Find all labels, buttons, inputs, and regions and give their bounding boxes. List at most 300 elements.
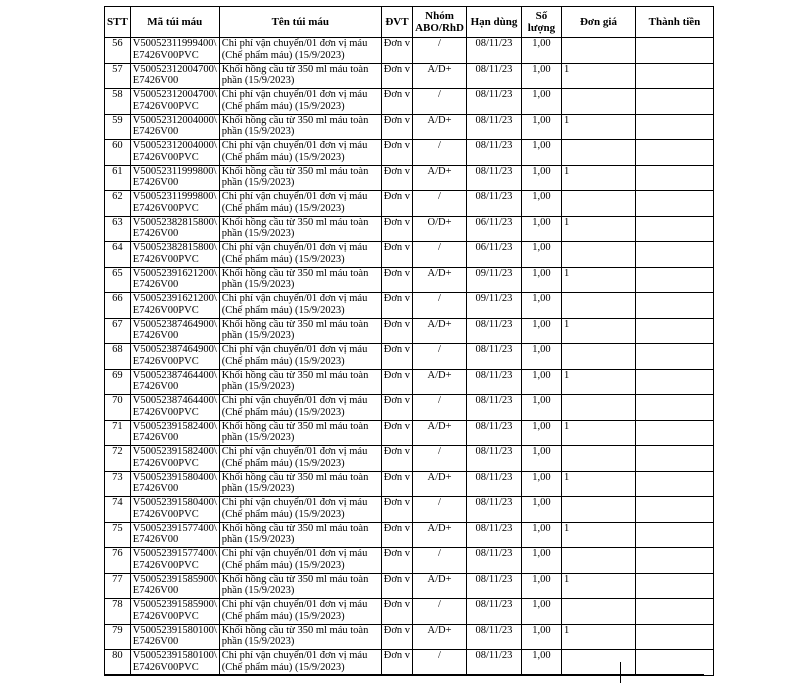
row-unit: Đơn v — [381, 267, 412, 293]
row-bag-name — [219, 599, 381, 625]
bag-code-line2: E7426V00PVC — [132, 661, 199, 673]
bag-name-line2: (Chế phẩm máu) (15/9/2023) — [221, 457, 345, 469]
row-total — [635, 191, 713, 217]
row-total — [635, 624, 713, 650]
row-expiry: 08/11/23 — [466, 497, 521, 523]
bag-name-line1: Khối hồng cầu từ 350 ml máu toàn — [221, 624, 369, 636]
row-expiry: 06/11/23 — [466, 242, 521, 268]
row-bag-code — [130, 446, 219, 472]
header-bag-name: Tên túi máu — [219, 7, 381, 38]
row-total — [635, 446, 713, 472]
row-unit-price: 1 — [561, 318, 635, 344]
row-unit: Đơn v — [381, 446, 412, 472]
row-total — [635, 318, 713, 344]
row-total — [635, 242, 713, 268]
row-unit-price — [561, 599, 635, 625]
row-blood-group: / — [413, 293, 467, 319]
row-quantity: 1,00 — [521, 114, 561, 140]
bag-code-line2: E7426V00PVC — [132, 202, 199, 214]
row-bag-name — [219, 497, 381, 523]
row-expiry: 08/11/23 — [466, 650, 521, 676]
row-unit-price — [561, 548, 635, 574]
row-stt: 80 — [105, 650, 131, 676]
row-unit-price — [561, 293, 635, 319]
row-quantity: 1,00 — [521, 471, 561, 497]
row-blood-group: A/D+ — [413, 624, 467, 650]
row-total — [635, 395, 713, 421]
bag-code-line2: E7426V00PVC — [132, 355, 199, 367]
row-expiry: 08/11/23 — [466, 89, 521, 115]
bag-name-line1: Khối hồng cầu từ 350 ml máu toàn — [221, 573, 369, 585]
row-bag-name — [219, 573, 381, 599]
table-row — [105, 395, 714, 421]
row-unit: Đơn v — [381, 216, 412, 242]
row-expiry: 09/11/23 — [466, 267, 521, 293]
bag-code-line1: V50052391621200\ — [132, 267, 217, 279]
bag-name-line1: Chi phí vận chuyển/01 đơn vị máu — [221, 344, 368, 355]
row-bag-name — [219, 38, 381, 64]
row-bag-name — [219, 420, 381, 446]
header-expiry: Hạn dùng — [466, 7, 521, 38]
row-expiry: 08/11/23 — [466, 548, 521, 574]
row-blood-group: / — [413, 140, 467, 166]
row-bag-name — [219, 446, 381, 472]
row-unit: Đơn v — [381, 140, 412, 166]
table-row — [105, 548, 714, 574]
row-stt: 64 — [105, 242, 131, 268]
bag-name-line2: phần (15/9/2023) — [221, 483, 295, 494]
row-unit: Đơn v — [381, 548, 412, 574]
row-quantity: 1,00 — [521, 369, 561, 395]
bag-name-line2: (Chế phẩm máu) (15/9/2023) — [221, 355, 345, 367]
row-quantity: 1,00 — [521, 395, 561, 421]
row-blood-group: A/D+ — [413, 165, 467, 191]
bag-name-line2: (Chế phẩm máu) (15/9/2023) — [221, 661, 345, 673]
row-stt: 59 — [105, 114, 131, 140]
row-total — [635, 369, 713, 395]
bag-code-line1: V50052382815800\ — [132, 216, 217, 228]
table-row — [105, 497, 714, 523]
bag-name-line2: phần (15/9/2023) — [221, 381, 295, 392]
bag-code-line2: E7426V00 — [132, 75, 179, 86]
bag-code-line2: E7426V00PVC — [132, 253, 199, 265]
bag-code-line2: E7426V00 — [132, 126, 179, 137]
row-bag-code — [130, 267, 219, 293]
row-expiry: 06/11/23 — [466, 216, 521, 242]
row-bag-code — [130, 420, 219, 446]
bag-name-line2: phần (15/9/2023) — [221, 279, 295, 290]
row-total — [635, 267, 713, 293]
table-row — [105, 293, 714, 319]
row-expiry: 09/11/23 — [466, 293, 521, 319]
bag-name-line2: phần (15/9/2023) — [221, 177, 295, 188]
row-bag-name — [219, 242, 381, 268]
row-blood-group: / — [413, 242, 467, 268]
bag-code-line2: E7426V00 — [132, 636, 179, 647]
bag-code-line1: V50052312004700\ — [132, 63, 217, 75]
header-unit-price: Đơn giá — [561, 7, 635, 38]
table-row — [105, 38, 714, 64]
row-blood-group: O/D+ — [413, 216, 467, 242]
row-stt: 67 — [105, 318, 131, 344]
bag-code-line1: V50052387464400\ — [132, 369, 217, 381]
page-edge-tick — [620, 662, 621, 683]
bag-name-line1: Khối hồng cầu từ 350 ml máu toàn — [221, 63, 369, 75]
row-expiry: 08/11/23 — [466, 38, 521, 64]
row-unit: Đơn v — [381, 650, 412, 676]
row-quantity: 1,00 — [521, 548, 561, 574]
row-unit: Đơn v — [381, 522, 412, 548]
row-quantity: 1,00 — [521, 242, 561, 268]
row-blood-group: / — [413, 395, 467, 421]
row-expiry: 08/11/23 — [466, 471, 521, 497]
bag-code-line1: V50052391580400\ — [132, 471, 217, 483]
bag-name-line2: (Chế phẩm máu) (15/9/2023) — [221, 610, 345, 622]
row-blood-group: A/D+ — [413, 267, 467, 293]
row-bag-name — [219, 216, 381, 242]
bag-name-line2: phần (15/9/2023) — [221, 126, 295, 137]
row-bag-code — [130, 318, 219, 344]
row-bag-name — [219, 89, 381, 115]
bag-name-line1: Khối hồng cầu từ 350 ml máu toàn — [221, 267, 369, 279]
row-blood-group: / — [413, 497, 467, 523]
row-total — [635, 522, 713, 548]
bag-name-line1: Khối hồng cầu từ 350 ml máu toàn — [221, 318, 369, 330]
bag-code-line1: V50052311999400\ — [132, 38, 217, 49]
table-header-row — [105, 7, 714, 38]
row-expiry: 08/11/23 — [466, 114, 521, 140]
row-quantity: 1,00 — [521, 522, 561, 548]
row-bag-code — [130, 573, 219, 599]
row-stt: 78 — [105, 599, 131, 625]
row-stt: 72 — [105, 446, 131, 472]
row-bag-code — [130, 548, 219, 574]
table-row — [105, 522, 714, 548]
row-quantity: 1,00 — [521, 63, 561, 89]
row-bag-code — [130, 89, 219, 115]
row-unit: Đơn v — [381, 165, 412, 191]
bag-code-line2: E7426V00PVC — [132, 304, 199, 316]
row-bag-code — [130, 216, 219, 242]
bag-code-line1: V50052382815800\ — [132, 242, 217, 253]
row-total — [635, 548, 713, 574]
bag-code-line1: V50052391580400\ — [132, 497, 217, 508]
row-blood-group: A/D+ — [413, 318, 467, 344]
row-total — [635, 344, 713, 370]
row-unit-price — [561, 395, 635, 421]
bag-code-line1: V50052391621200\ — [132, 293, 217, 304]
bag-name-line2: (Chế phẩm máu) (15/9/2023) — [221, 559, 345, 571]
bag-code-line1: V50052391582400\ — [132, 420, 217, 432]
bag-code-line1: V50052312004000\ — [132, 140, 217, 151]
bag-code-line2: E7426V00 — [132, 432, 179, 443]
row-unit-price — [561, 89, 635, 115]
row-expiry: 08/11/23 — [466, 573, 521, 599]
bag-name-line1: Khối hồng cầu từ 350 ml máu toàn — [221, 114, 369, 126]
bag-name-line1: Chi phí vận chuyển/01 đơn vị máu — [221, 395, 368, 406]
bag-name-line1: Chi phí vận chuyển/01 đơn vị máu — [221, 446, 368, 457]
row-bag-name — [219, 191, 381, 217]
row-quantity: 1,00 — [521, 38, 561, 64]
row-stt: 70 — [105, 395, 131, 421]
row-expiry: 08/11/23 — [466, 191, 521, 217]
row-unit-price: 1 — [561, 420, 635, 446]
row-unit: Đơn v — [381, 624, 412, 650]
row-bag-code — [130, 140, 219, 166]
row-unit-price — [561, 497, 635, 523]
bag-code-line1: V50052312004000\ — [132, 114, 217, 126]
row-total — [635, 216, 713, 242]
table-row — [105, 140, 714, 166]
row-bag-name — [219, 344, 381, 370]
row-unit-price — [561, 446, 635, 472]
table-row — [105, 267, 714, 293]
bag-name-line1: Chi phí vận chuyển/01 đơn vị máu — [221, 89, 368, 100]
bag-code-line1: V50052391585900\ — [132, 599, 217, 610]
row-stt: 61 — [105, 165, 131, 191]
bag-name-line2: phần (15/9/2023) — [221, 636, 295, 647]
row-blood-group: A/D+ — [413, 420, 467, 446]
bag-code-line2: E7426V00 — [132, 585, 179, 596]
row-bag-name — [219, 548, 381, 574]
row-stt: 68 — [105, 344, 131, 370]
row-bag-code — [130, 191, 219, 217]
row-blood-group: / — [413, 89, 467, 115]
table-row — [105, 191, 714, 217]
row-blood-group: / — [413, 599, 467, 625]
row-bag-code — [130, 395, 219, 421]
row-stt: 65 — [105, 267, 131, 293]
row-quantity: 1,00 — [521, 165, 561, 191]
page-bottom-rule — [104, 674, 704, 675]
table-row — [105, 420, 714, 446]
row-unit-price: 1 — [561, 216, 635, 242]
bag-name-line2: phần (15/9/2023) — [221, 330, 295, 341]
row-unit-price — [561, 242, 635, 268]
table-row — [105, 344, 714, 370]
bag-name-line1: Chi phí vận chuyển/01 đơn vị máu — [221, 650, 368, 661]
row-stt: 62 — [105, 191, 131, 217]
header-stt: STT — [105, 7, 131, 38]
row-bag-code — [130, 650, 219, 676]
row-total — [635, 165, 713, 191]
row-expiry: 08/11/23 — [466, 522, 521, 548]
row-unit-price: 1 — [561, 369, 635, 395]
bag-code-line1: V50052311999800\ — [132, 165, 217, 177]
row-bag-code — [130, 38, 219, 64]
row-stt: 74 — [105, 497, 131, 523]
bag-name-line2: (Chế phẩm máu) (15/9/2023) — [221, 100, 345, 112]
bag-name-line2: phần (15/9/2023) — [221, 585, 295, 596]
row-bag-name — [219, 395, 381, 421]
row-total — [635, 420, 713, 446]
row-quantity: 1,00 — [521, 216, 561, 242]
row-expiry: 08/11/23 — [466, 420, 521, 446]
row-bag-name — [219, 471, 381, 497]
bag-code-line1: V50052387464900\ — [132, 344, 217, 355]
row-stt: 58 — [105, 89, 131, 115]
blood-bag-table — [104, 6, 714, 676]
bag-code-line1: V50052387464900\ — [132, 318, 217, 330]
bag-name-line1: Chi phí vận chuyển/01 đơn vị máu — [221, 599, 368, 610]
row-blood-group: A/D+ — [413, 369, 467, 395]
table-row — [105, 63, 714, 89]
bag-name-line2: phần (15/9/2023) — [221, 75, 295, 86]
row-bag-code — [130, 624, 219, 650]
row-expiry: 08/11/23 — [466, 318, 521, 344]
row-unit-price: 1 — [561, 573, 635, 599]
row-blood-group: / — [413, 548, 467, 574]
row-quantity: 1,00 — [521, 420, 561, 446]
row-quantity: 1,00 — [521, 140, 561, 166]
row-quantity: 1,00 — [521, 267, 561, 293]
bag-code-line2: E7426V00PVC — [132, 406, 199, 418]
bag-code-line2: E7426V00 — [132, 279, 179, 290]
row-total — [635, 471, 713, 497]
row-total — [635, 650, 713, 676]
bag-name-line1: Chi phí vận chuyển/01 đơn vị máu — [221, 497, 368, 508]
bag-name-line1: Chi phí vận chuyển/01 đơn vị máu — [221, 242, 368, 253]
row-quantity: 1,00 — [521, 573, 561, 599]
table-row — [105, 624, 714, 650]
row-unit: Đơn v — [381, 471, 412, 497]
row-unit: Đơn v — [381, 573, 412, 599]
row-unit: Đơn v — [381, 191, 412, 217]
row-unit-price — [561, 38, 635, 64]
row-unit: Đơn v — [381, 63, 412, 89]
row-bag-name — [219, 267, 381, 293]
bag-name-line2: (Chế phẩm máu) (15/9/2023) — [221, 202, 345, 214]
row-unit-price: 1 — [561, 522, 635, 548]
row-bag-name — [219, 650, 381, 676]
row-blood-group: A/D+ — [413, 63, 467, 89]
bag-name-line2: (Chế phẩm máu) (15/9/2023) — [221, 406, 345, 418]
bag-name-line2: phần (15/9/2023) — [221, 228, 295, 239]
row-total — [635, 140, 713, 166]
bag-code-line1: V50052391585900\ — [132, 573, 217, 585]
row-expiry: 08/11/23 — [466, 599, 521, 625]
bag-code-line2: E7426V00PVC — [132, 100, 199, 112]
header-quantity: Số lượng — [521, 7, 561, 38]
row-expiry: 08/11/23 — [466, 165, 521, 191]
row-unit: Đơn v — [381, 114, 412, 140]
row-bag-code — [130, 522, 219, 548]
row-stt: 71 — [105, 420, 131, 446]
row-quantity: 1,00 — [521, 650, 561, 676]
bag-code-line1: V50052387464400\ — [132, 395, 217, 406]
row-blood-group: A/D+ — [413, 471, 467, 497]
bag-name-line1: Chi phí vận chuyển/01 đơn vị máu — [221, 38, 368, 49]
row-unit: Đơn v — [381, 344, 412, 370]
row-bag-name — [219, 318, 381, 344]
row-bag-code — [130, 599, 219, 625]
table-row — [105, 89, 714, 115]
table-row — [105, 446, 714, 472]
bag-code-line1: V50052312004700\ — [132, 89, 217, 100]
bag-code-line1: V50052391577400\ — [132, 522, 217, 534]
header-blood-group: Nhóm ABO/RhD — [413, 7, 467, 38]
bag-name-line1: Khối hồng cầu từ 350 ml máu toàn — [221, 216, 369, 228]
row-stt: 77 — [105, 573, 131, 599]
bag-code-line1: V50052311999800\ — [132, 191, 217, 202]
bag-code-line2: E7426V00 — [132, 534, 179, 545]
row-stt: 63 — [105, 216, 131, 242]
row-stt: 66 — [105, 293, 131, 319]
row-total — [635, 599, 713, 625]
row-bag-code — [130, 165, 219, 191]
bag-code-line1: V50052391580100\ — [132, 624, 217, 636]
row-stt: 79 — [105, 624, 131, 650]
row-expiry: 08/11/23 — [466, 624, 521, 650]
row-unit: Đơn v — [381, 497, 412, 523]
bag-code-line2: E7426V00 — [132, 330, 179, 341]
row-quantity: 1,00 — [521, 293, 561, 319]
row-unit-price: 1 — [561, 165, 635, 191]
bag-name-line1: Khối hồng cầu từ 350 ml máu toàn — [221, 471, 369, 483]
row-bag-name — [219, 293, 381, 319]
bag-name-line2: phần (15/9/2023) — [221, 534, 295, 545]
row-bag-code — [130, 369, 219, 395]
row-stt: 73 — [105, 471, 131, 497]
row-bag-code — [130, 497, 219, 523]
row-quantity: 1,00 — [521, 89, 561, 115]
bag-name-line1: Chi phí vận chuyển/01 đơn vị máu — [221, 140, 368, 151]
row-total — [635, 38, 713, 64]
table-row — [105, 242, 714, 268]
bag-code-line2: E7426V00 — [132, 483, 179, 494]
row-unit: Đơn v — [381, 318, 412, 344]
row-stt: 69 — [105, 369, 131, 395]
row-quantity: 1,00 — [521, 191, 561, 217]
row-unit-price: 1 — [561, 63, 635, 89]
bag-name-line1: Khối hồng cầu từ 350 ml máu toàn — [221, 420, 369, 432]
row-stt: 75 — [105, 522, 131, 548]
row-blood-group: / — [413, 446, 467, 472]
bag-code-line2: E7426V00PVC — [132, 508, 199, 520]
row-quantity: 1,00 — [521, 446, 561, 472]
table-row — [105, 599, 714, 625]
row-total — [635, 497, 713, 523]
bag-name-line2: (Chế phẩm máu) (15/9/2023) — [221, 304, 345, 316]
bag-name-line1: Chi phí vận chuyển/01 đơn vị máu — [221, 548, 368, 559]
row-bag-name — [219, 369, 381, 395]
bag-name-line2: (Chế phẩm máu) (15/9/2023) — [221, 49, 345, 61]
row-expiry: 08/11/23 — [466, 344, 521, 370]
row-total — [635, 573, 713, 599]
row-unit: Đơn v — [381, 293, 412, 319]
row-stt: 57 — [105, 63, 131, 89]
row-bag-code — [130, 293, 219, 319]
row-unit: Đơn v — [381, 38, 412, 64]
row-unit: Đơn v — [381, 242, 412, 268]
row-total — [635, 114, 713, 140]
row-blood-group: / — [413, 344, 467, 370]
row-blood-group: / — [413, 650, 467, 676]
row-blood-group: / — [413, 38, 467, 64]
row-blood-group: / — [413, 191, 467, 217]
table-row — [105, 650, 714, 676]
row-unit-price — [561, 191, 635, 217]
row-stt: 76 — [105, 548, 131, 574]
row-stt: 60 — [105, 140, 131, 166]
bag-code-line2: E7426V00PVC — [132, 457, 199, 469]
table-row — [105, 471, 714, 497]
row-unit-price: 1 — [561, 624, 635, 650]
bag-code-line1: V50052391582400\ — [132, 446, 217, 457]
row-expiry: 08/11/23 — [466, 446, 521, 472]
row-total — [635, 293, 713, 319]
row-total — [635, 63, 713, 89]
